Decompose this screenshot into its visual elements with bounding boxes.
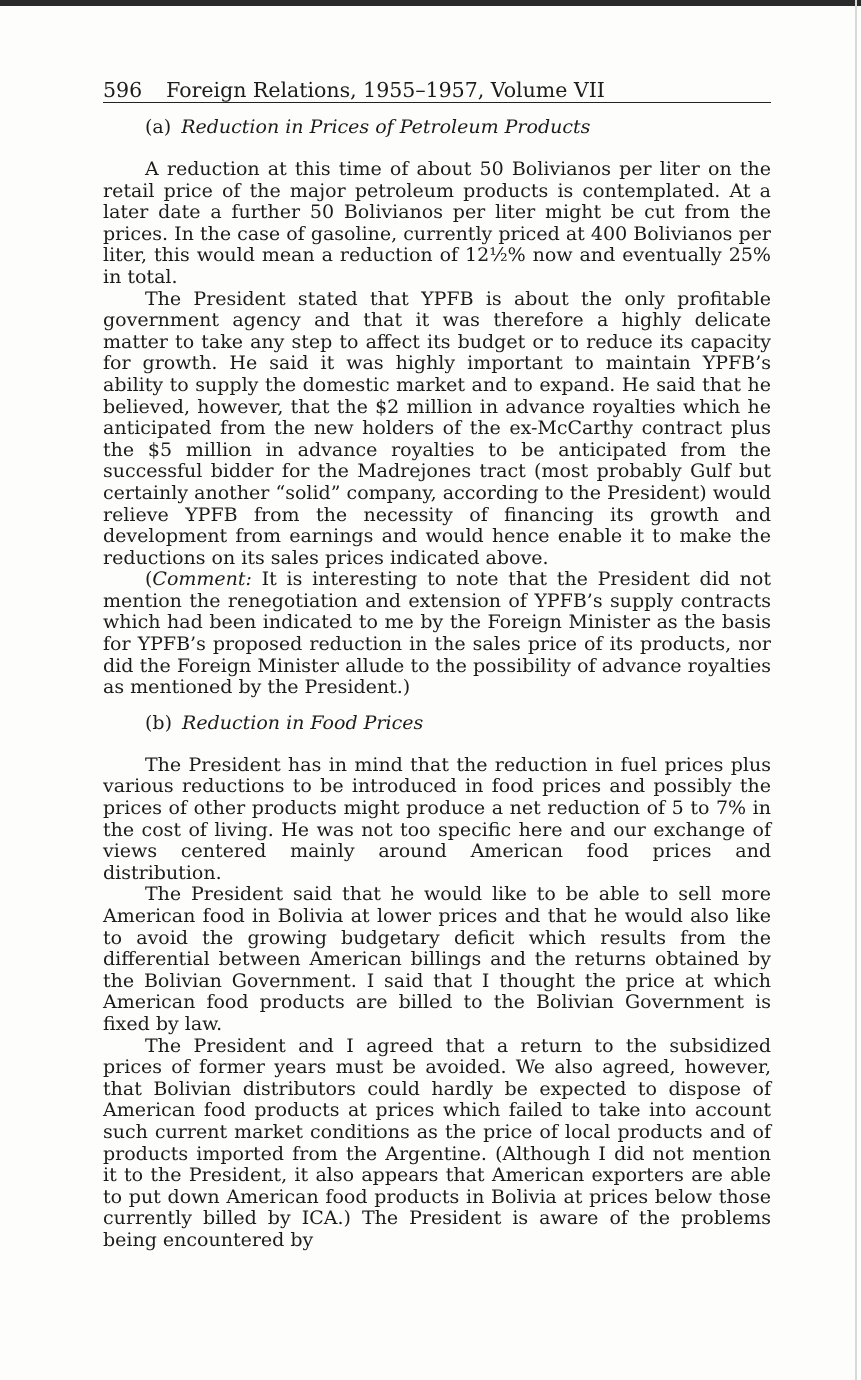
paragraph: A reduction at this time of about 50 Bolivianos per liter on the retail price of the major petroleum products is contemplated. At a later date a further 50 Bolivianos per liter might be cut from the prices. In the case of gasoline, currently priced at 400 Bolivianos per liter, this would mean a reduction of 12½% now and eventually 25% in total. [103, 158, 771, 288]
running-header [103, 78, 771, 103]
comment-label: Comment: [152, 568, 252, 591]
document-body [103, 115, 771, 1252]
paragraph: The President stated that YPFB is about the only profitable government agency and that it was therefore a highly delicate matter to take any step to affect its budget or to reduce its capacity for growth. He said it was highly important to maintain YPFB’s ability to supply the domestic market and to expand. He said that he believed, however, that the $2 million in advance royalties which he anticipated from the new holders of the ex-McCarthy contract plus the $5 million in advance royalties to be anticipated from the successful bidder for the Madrejones tract (most probably Gulf but certainly another “solid” company, according to the President) would relieve YPFB from the necessity of financing its growth and development from earnings and would hence enable it to make the reductions on its sales prices indicated above. [103, 287, 771, 569]
page-number: 596 [103, 78, 143, 102]
section-label-a: (a) [145, 116, 172, 138]
running-title: Foreign Relations, 1955–1957, Volume VII [166, 78, 605, 102]
scan-right-edge [855, 0, 857, 1380]
paragraph: The President said that he would like to be able to sell more American food in Bolivia at lower prices and that he would also like to avoid the growing budgetary deficit which results from the differential between American billings and the returns obtained by the Bolivian Government. I said that I thought the price at which American food products are billed to the Bolivian Government is fixed by law. [103, 883, 771, 1035]
paragraph: The President has in mind that the reduction in fuel prices plus various reductions to be introduced in food prices and possibly the prices of other products might produce a net reduction of 5 to 7% in the cost of living. He was not too specific here and our exchange of views centered mainly around American food prices and distribution. [103, 753, 771, 884]
document-page [103, 78, 771, 1252]
section-title-a: Reduction in Prices of Petroleum Products [181, 116, 591, 138]
scan-top-edge [0, 0, 861, 6]
section-title-b: Reduction in Food Prices [182, 711, 424, 734]
section-heading-a [145, 115, 771, 139]
comment-paragraph [103, 569, 771, 699]
section-label-b: (b) [145, 711, 172, 734]
comment-text: It is interesting to note that the President did not mention the renegotiation and extension of YPFB’s supply contracts which had been indicated to me by the Foreign Minister as the basis for YPFB’s proposed reduction in the sales price of its products, nor did the Foreign Minister allude to the possibility of advance royalties as mentioned by the President.) [103, 568, 771, 699]
section-heading-b [145, 711, 771, 735]
paragraph: The President and I agreed that a return to the subsidized prices of former years must be avoided. We also agreed, however, that Bolivian distributors could hardly be expected to dispose of American food products at prices which failed to take into account such current market conditions as the price of local products and of products imported from the Argentine. (Although I did not mention it to the President, it also appears that American exporters are able to put down American food products in Bolivia at prices below those currently billed by ICA.) The President is aware of the problems being encountered by [103, 1034, 771, 1251]
comment-open: ( [145, 568, 153, 591]
